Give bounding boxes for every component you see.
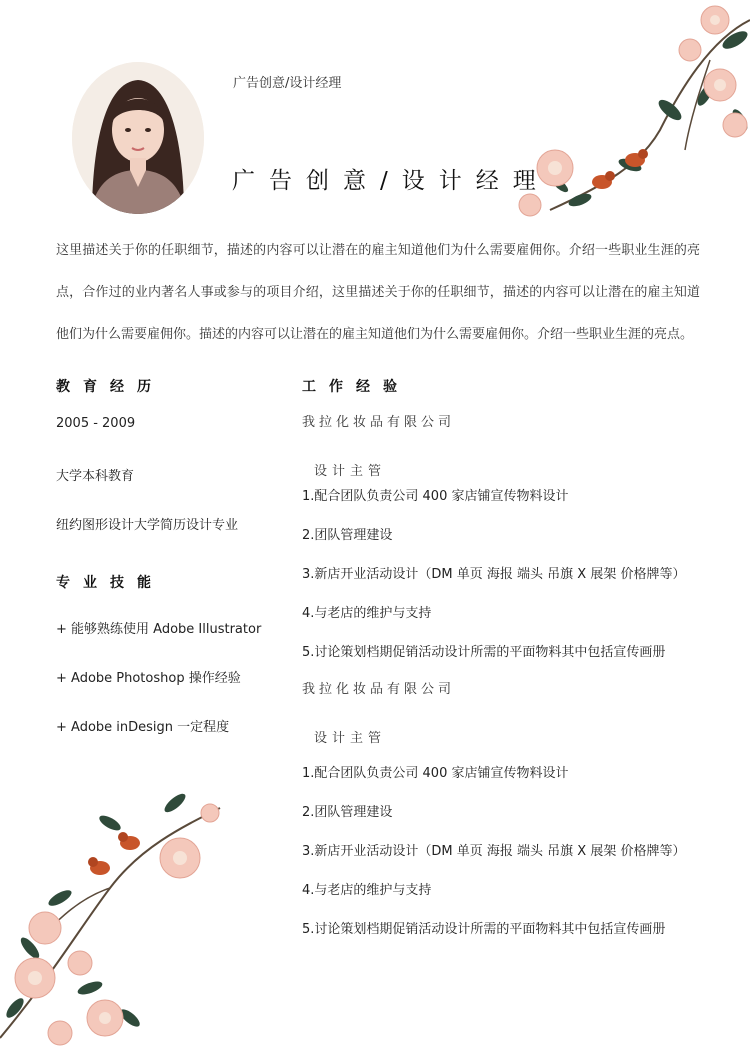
floral-branch-top-right-icon <box>510 0 750 230</box>
job-company: 我拉化妆品有限公司 <box>302 682 456 697</box>
work-heading: 工作经验 <box>302 379 410 395</box>
job-company: 我拉化妆品有限公司 <box>302 415 456 430</box>
page-title: 广告创意/设计经理 <box>232 168 550 194</box>
education-school: 纽约图形设计大学简历设计专业 <box>56 518 239 533</box>
floral-branch-bottom-left-icon <box>0 788 240 1058</box>
skills-heading: 专业技能 <box>56 575 164 591</box>
job-duty: 3.新店开业活动设计（DM 单页 海报 端头 吊旗 X 展架 价格牌等） <box>302 567 686 582</box>
skill-item: + 能够熟练使用 Adobe Illustrator <box>56 622 262 637</box>
header-subtitle: 广告创意/设计经理 <box>233 76 342 91</box>
job-duty: 2.团队管理建设 <box>302 528 393 543</box>
job-duty: 3.新店开业活动设计（DM 单页 海报 端头 吊旗 X 展架 价格牌等） <box>302 844 686 859</box>
skill-item: + Adobe Photoshop 操作经验 <box>56 671 241 686</box>
job-duty: 2.团队管理建设 <box>302 805 393 820</box>
job-duty: 5.讨论策划档期促销活动设计所需的平面物料其中包括宣传画册 <box>302 922 666 937</box>
job-duty: 4.与老店的维护与支持 <box>302 883 432 898</box>
education-heading: 教育经历 <box>56 379 164 395</box>
job-duty: 1.配合团队负责公司 400 家店铺宣传物料设计 <box>302 766 569 781</box>
job-duty: 1.配合团队负责公司 400 家店铺宣传物料设计 <box>302 489 569 504</box>
education-degree: 大学本科教育 <box>56 469 135 484</box>
avatar <box>72 62 204 214</box>
education-period: 2005 - 2009 <box>56 416 136 431</box>
job-role: 设计主管 <box>314 464 387 479</box>
intro-paragraph: 这里描述关于你的任职细节，描述的内容可以让潜在的雇主知道他们为什么需要雇佣你。介绍一些职业生涯的亮点，合作过的业内著名人事或参与的项目介绍，这里描述关于你的任职细节，描述的内容可以让潜在的雇主知道他们为什么需要雇佣你。描述的内容可以让潜在的雇主知道他们为什么需要雇佣你。介绍一些职业生涯的亮点。 <box>56 243 700 342</box>
portrait-photo-icon <box>72 62 204 214</box>
job-duty: 5.讨论策划档期促销活动设计所需的平面物料其中包括宣传画册 <box>302 645 666 660</box>
job-role: 设计主管 <box>314 731 387 746</box>
job-duty: 4.与老店的维护与支持 <box>302 606 432 621</box>
skill-item: + Adobe inDesign 一定程度 <box>56 720 230 735</box>
